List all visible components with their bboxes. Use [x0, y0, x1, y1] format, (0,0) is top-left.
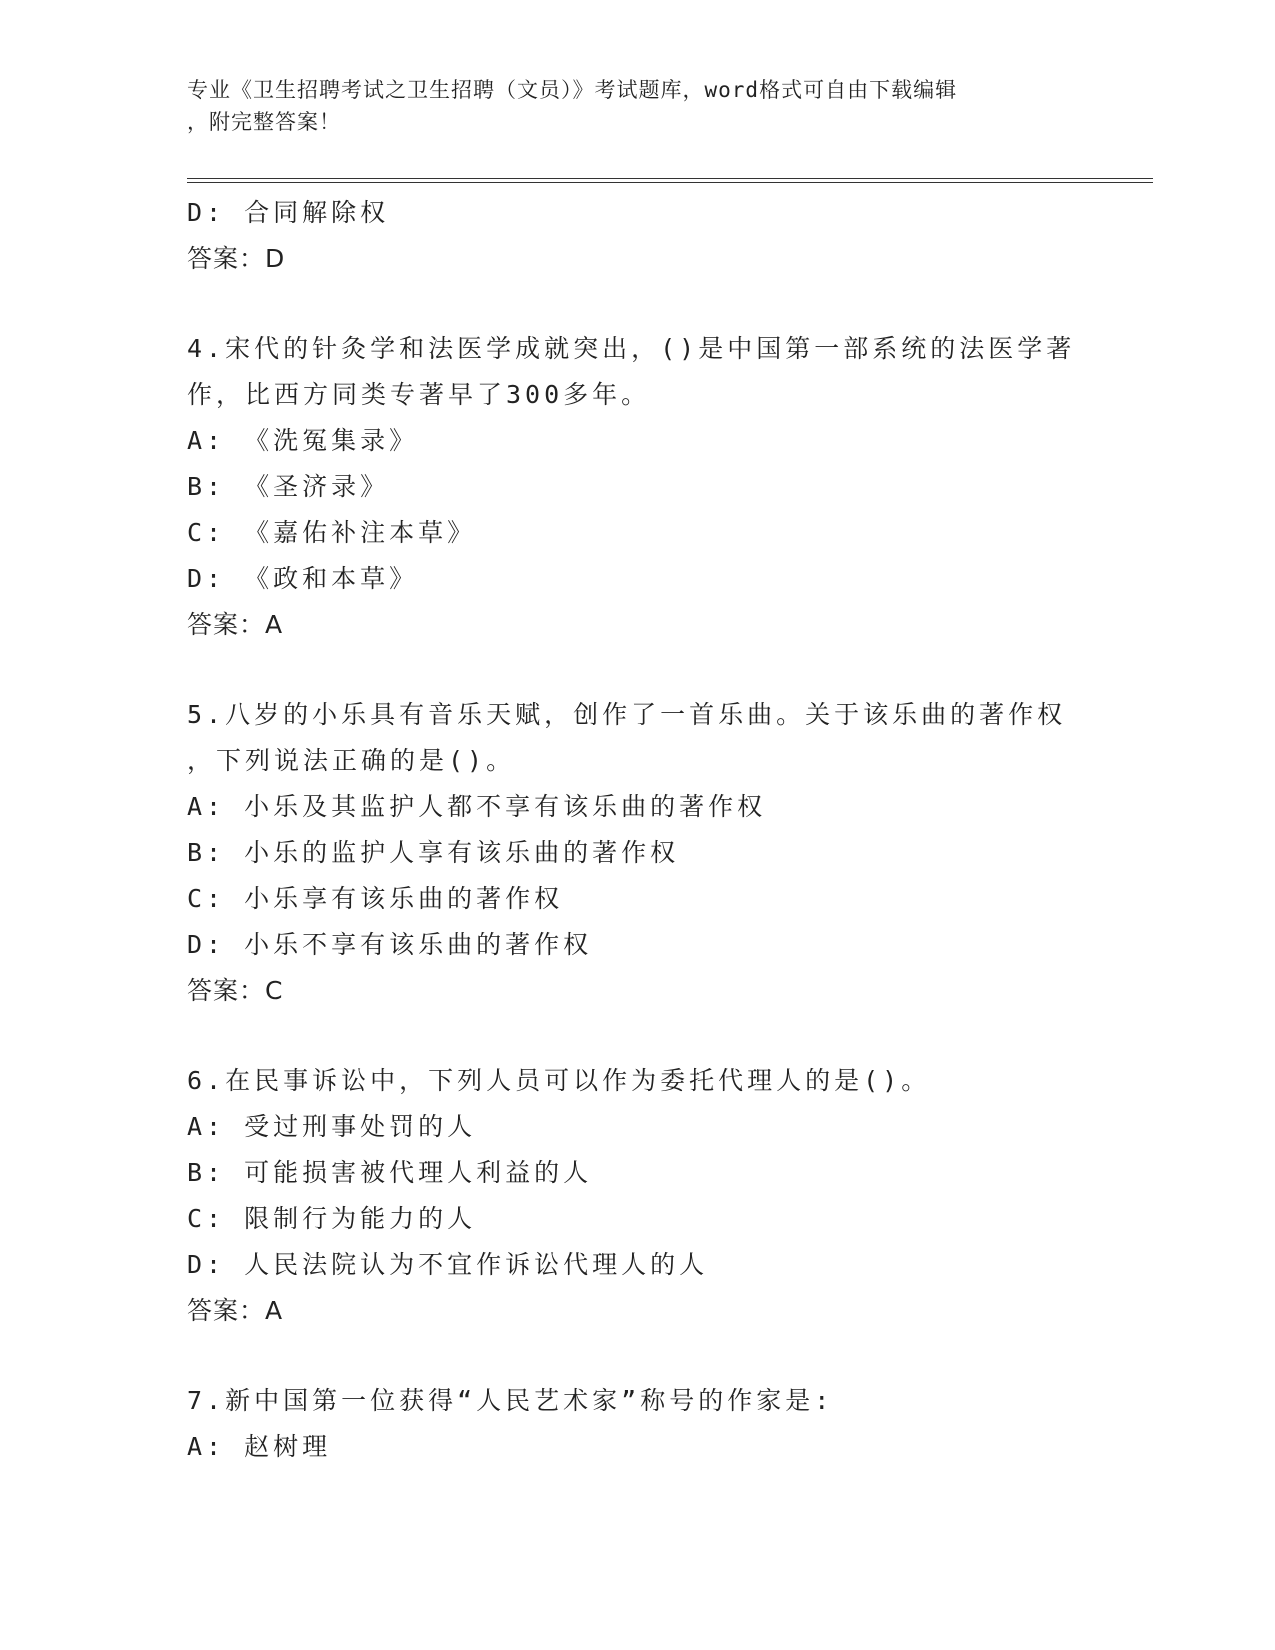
question-4: [187, 326, 1147, 648]
question-5: [187, 692, 1147, 1014]
option-c: C: 小乐享有该乐曲的著作权: [187, 884, 564, 913]
question-stem: 6.在民事诉讼中，下列人员可以作为委托代理人的是()。: [187, 1066, 931, 1095]
question-6: [187, 1058, 1147, 1334]
option-d: D: 人民法院认为不宜作诉讼代理人的人: [187, 1250, 709, 1279]
option-d: D: 《政和本草》: [187, 564, 419, 593]
question-stem: 作，比西方同类专著早了300多年。: [187, 380, 651, 409]
option-b: B: 小乐的监护人享有该乐曲的著作权: [187, 838, 680, 867]
question-stem: 5.八岁的小乐具有音乐天赋，创作了一首乐曲。关于该乐曲的著作权: [187, 700, 1067, 729]
document-header: [187, 74, 1087, 138]
option-d: D: 小乐不享有该乐曲的著作权: [187, 930, 593, 959]
question-stem: 7.新中国第一位获得“人民艺术家”称号的作家是:: [187, 1386, 834, 1415]
option-b: B: 《圣济录》: [187, 472, 390, 501]
option-a: A: 赵树理: [187, 1432, 332, 1461]
answer-line: 答案：A: [187, 610, 284, 639]
header-divider-top: [187, 178, 1153, 179]
option-a: A: 受过刑事处罚的人: [187, 1112, 477, 1141]
option-b: B: 可能损害被代理人利益的人: [187, 1158, 593, 1187]
option-a: A: 小乐及其监护人都不享有该乐曲的著作权: [187, 792, 767, 821]
option-d: D: 合同解除权: [187, 198, 390, 227]
question-list: [187, 190, 1147, 1470]
answer-line: 答案：D: [187, 244, 286, 273]
answer-line: 答案：C: [187, 976, 284, 1005]
question-stem: 4.宋代的针灸学和法医学成就突出，()是中国第一部系统的法医学著: [187, 334, 1076, 363]
header-title-line-2: ，附完整答案！: [187, 110, 341, 134]
question-7: [187, 1378, 1147, 1470]
option-c: C: 限制行为能力的人: [187, 1204, 477, 1233]
option-a: A: 《洗冤集录》: [187, 426, 419, 455]
header-divider-bottom: [187, 182, 1153, 183]
question-stem: ，下列说法正确的是()。: [187, 746, 516, 775]
answer-line: 答案：A: [187, 1296, 284, 1325]
option-c: C: 《嘉佑补注本草》: [187, 518, 477, 547]
header-title-line-1: 专业《卫生招聘考试之卫生招聘（文员）》考试题库，word格式可自由下载编辑: [187, 78, 958, 102]
